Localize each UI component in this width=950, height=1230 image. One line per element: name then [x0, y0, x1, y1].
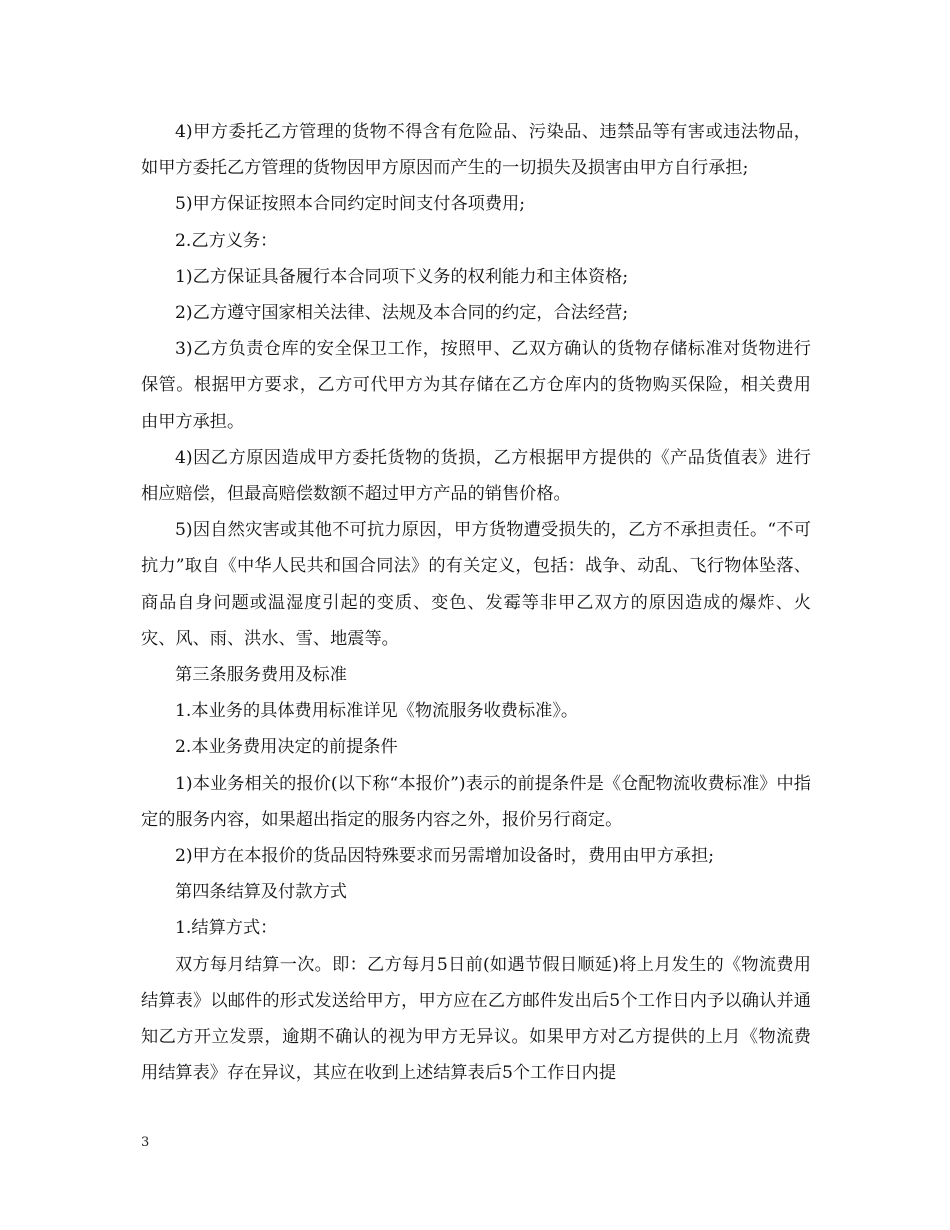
paragraph: 1)本业务相关的报价(以下称“本报价”)表示的前提条件是《仓配物流收费标准》中指定的服务内容，如果超出指定的服务内容之外，报价另行商定。	[141, 773, 811, 830]
paragraph: 1.本业务的具体费用标准详见《物流服务收费标准》。	[175, 701, 579, 722]
paragraph: 双方每月结算一次。即：乙方每月5日前(如遇节假日顺延)将上月发生的《物流费用结算表》以邮件的形式发送给甲方，甲方应在乙方邮件发出后5个工作日内予以确认并通知乙方开立发票，逾期不确认的视为甲方无异议。如果甲方对乙方提供的上月《物流费用结算表》存在异议，其应在收到上述结算表后5个工作日内提	[141, 954, 811, 1084]
paragraph: 5)甲方保证按照本合同约定时间支付各项费用;	[175, 194, 525, 215]
paragraph: 1)乙方保证具备履行本合同项下义务的权利能力和主体资格;	[175, 266, 629, 287]
section-heading: 第三条服务费用及标准	[175, 665, 347, 686]
page-number: 3	[141, 1135, 150, 1150]
paragraph: 2.本业务费用决定的前提条件	[175, 737, 398, 758]
section-heading: 第四条结算及付款方式	[175, 882, 347, 903]
paragraph: 2)乙方遵守国家相关法律、法规及本合同的约定，合法经营;	[175, 303, 629, 324]
paragraph: 4)甲方委托乙方管理的货物不得含有危险品、污染品、违禁品等有害或违法物品，如甲方委托乙方管理的货物因甲方原因而产生的一切损失及损害由甲方自行承担;	[141, 122, 811, 179]
paragraph: 1.结算方式：	[175, 918, 278, 939]
paragraph: 2)甲方在本报价的货品因特殊要求而另需增加设备时，费用由甲方承担;	[175, 846, 715, 867]
paragraph: 2.乙方义务：	[175, 230, 278, 251]
paragraph: 3)乙方负责仓库的安全保卫工作，按照甲、乙双方确认的货物存储标准对货物进行保管。根据甲方要求，乙方可代甲方为其存储在乙方仓库内的货物购买保险，相关费用由甲方承担。	[141, 339, 811, 432]
paragraph: 5)因自然灾害或其他不可抗力原因，甲方货物遭受损失的，乙方不承担责任。“不可抗力”取自《中华人民共和国合同法》的有关定义，包括：战争、动乱、飞行物体坠落、商品自身问题或温湿度引起的变质、变色、发霉等非甲乙双方的原因造成的爆炸、火灾、风、雨、洪水、雪、地震等。	[141, 520, 811, 649]
paragraph: 4)因乙方原因造成甲方委托货物的货损，乙方根据甲方提供的《产品货值表》进行相应赔偿，但最高赔偿数额不超过甲方产品的销售价格。	[141, 447, 811, 505]
document-body	[141, 114, 811, 1091]
